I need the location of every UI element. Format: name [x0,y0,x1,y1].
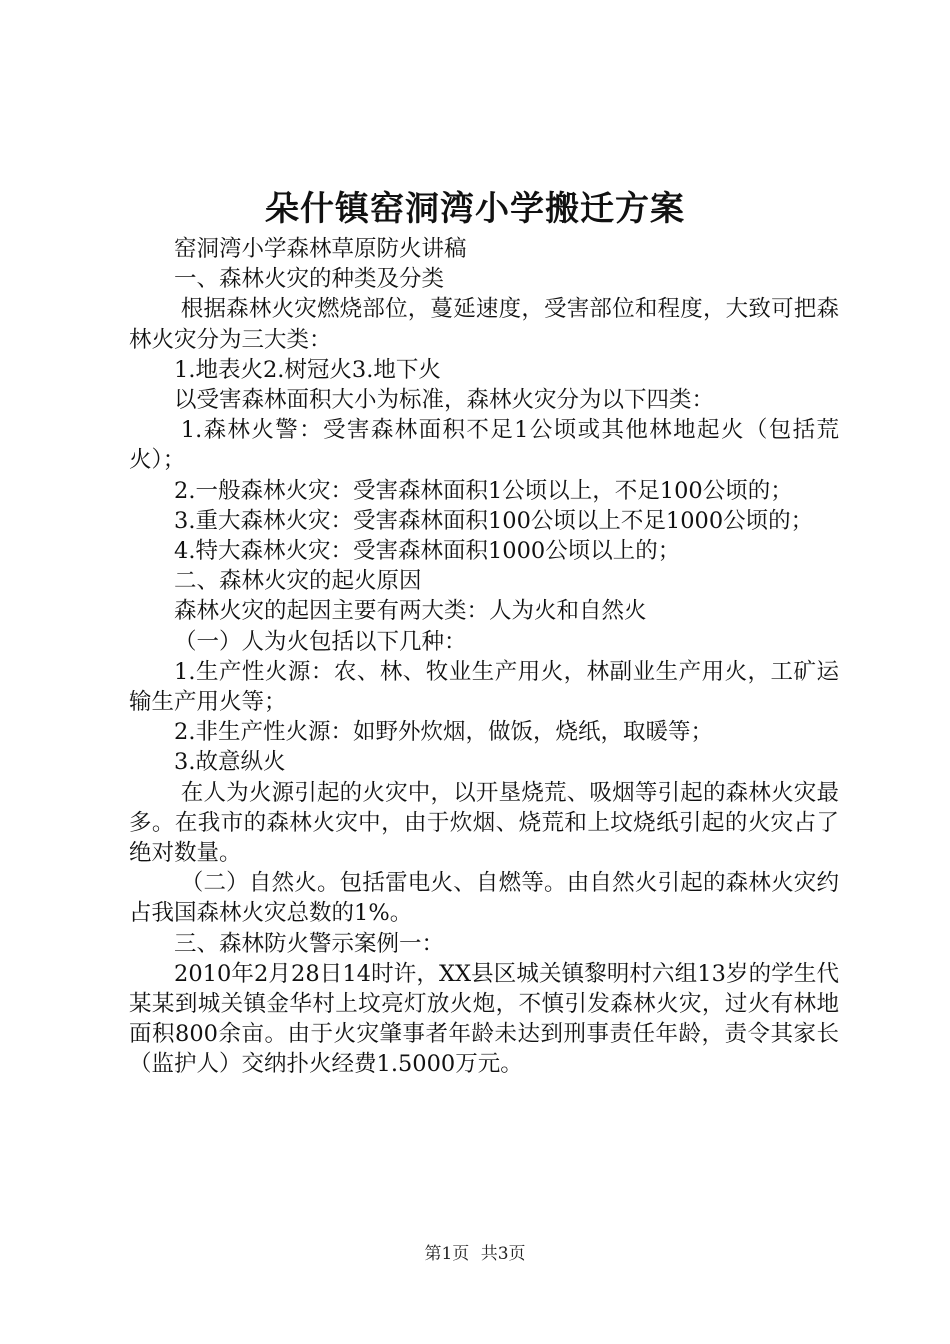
document-body [129,234,839,1080]
paragraph: 以受害森林面积大小为标准，森林火灾分为以下四类： [174,387,715,414]
paragraph: （一）人为火包括以下几种： [174,628,467,655]
paragraph: 1.生产性火源：农、林、牧业生产用火，林副业生产用火，工矿运输生产用火等； [129,658,839,716]
paragraph: 在人为火源引起的火灾中，以开垦烧荒、吸烟等引起的森林火灾最多。在我市的森林火灾中，由于炊烟、烧荒和上坟烧纸引起的火灾占了绝对数量。 [129,779,839,867]
page-footer [0,1242,950,1266]
paragraph: 窑洞湾小学森林草原防火讲稿 [174,236,467,262]
paragraph: 3.重大森林火灾：受害森林面积100公顷以上不足1000公顷的； [174,507,814,534]
paragraph: 一、森林火灾的种类及分类 [174,266,445,293]
paragraph: 二、森林火灾的起火原因 [174,568,422,595]
paragraph: 1.森林火警：受害森林面积不足1公顷或其他林地起火（包括荒火）； [129,417,839,474]
paragraph: 2.一般森林火灾：受害森林面积1公顷以上，不足100公顷的； [174,477,793,504]
paragraph: （二）自然火。包括雷电火、自燃等。由自然火引起的森林火灾约占我国森林火灾总数的1%。 [129,870,839,927]
document-title: 朵什镇窑洞湾小学搬迁方案 [265,189,685,229]
paragraph: 根据森林火灾燃烧部位，蔓延速度，受害部位和程度，大致可把森林火灾分为三大类： [129,296,839,353]
paragraph: 2.非生产性火源：如野外炊烟，做饭，烧纸，取暖等； [174,719,713,746]
paragraph: 2010年2月28日14时许，XX县区城关镇黎明村六组13岁的学生代某某到城关镇金华村上坟亮灯放火炮，不慎引发森林火灾，过火有林地面积800余亩。由于火灾肇事者年龄未达到刑事责任年龄，责令其家长（监护人）交纳扑火经费1.5000万元。 [129,960,839,1078]
paragraph: 4.特大森林火灾：受害森林面积1000公顷以上的； [174,538,681,565]
paragraph: 3.故意纵火 [174,749,286,776]
paragraph: 三、森林防火警示案例一： [174,930,445,957]
page-number-current: 第1页 [424,1244,470,1264]
paragraph: 森林火灾的起因主要有两大类：人为火和自然火 [174,598,647,625]
page-number-total: 共3页 [480,1244,526,1264]
paragraph: 1.地表火2.树冠火3.地下火 [174,356,441,383]
